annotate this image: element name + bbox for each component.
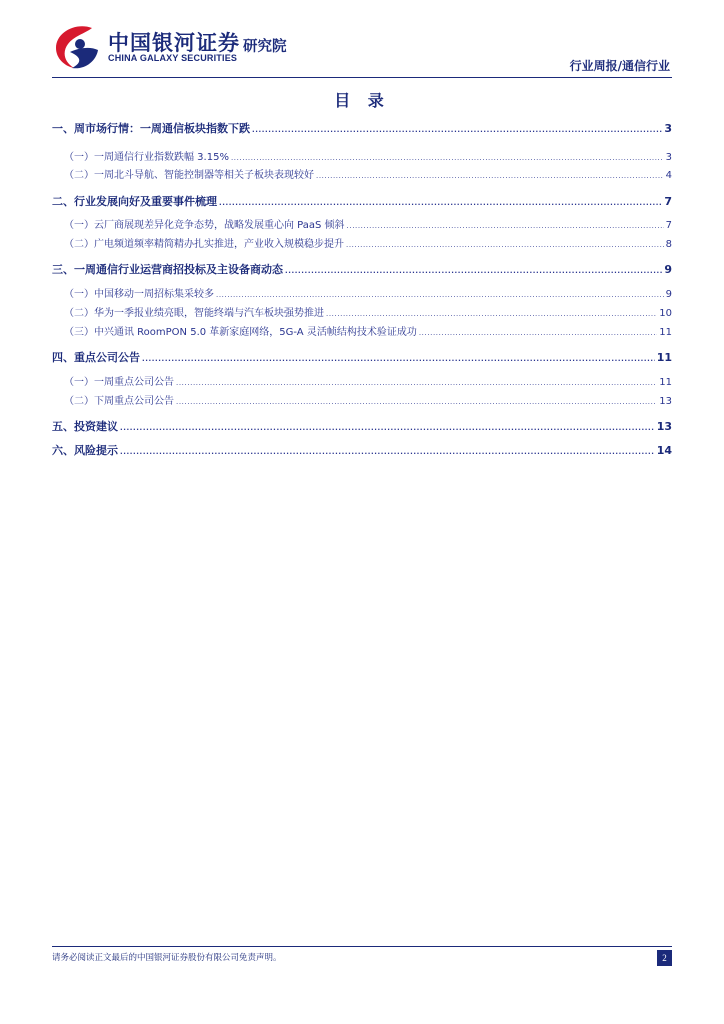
toc-entry-text: （二）一周北斗导航、智能控制器等相关子板块表现较好 bbox=[64, 170, 314, 181]
toc-entry[interactable] bbox=[52, 120, 672, 138]
toc-leader-dots bbox=[142, 355, 655, 363]
toc-leader-dots bbox=[120, 424, 655, 432]
toc-entry-text: （一）一周通信行业指数跌幅 3.15% bbox=[64, 152, 229, 163]
toc-entry[interactable] bbox=[52, 418, 672, 436]
toc-entry-page: 13 bbox=[656, 420, 672, 433]
toc-entry-page: 13 bbox=[659, 396, 672, 407]
header-divider bbox=[52, 77, 672, 78]
toc-entry[interactable] bbox=[52, 148, 672, 166]
toc-entry-text: （二）广电频道频率精简精办扎实推进，产业收入规模稳步提升 bbox=[64, 239, 344, 250]
toc-leader-dots bbox=[346, 241, 664, 249]
toc-entry-page: 11 bbox=[656, 351, 672, 364]
toc-entry[interactable] bbox=[52, 373, 672, 391]
toc-leader-dots bbox=[419, 329, 657, 337]
toc-entry[interactable] bbox=[52, 235, 672, 253]
toc-entry[interactable] bbox=[52, 392, 672, 410]
toc-entry-text: 一、周市场行情：一周通信板块指数下跌 bbox=[52, 122, 250, 135]
toc-entry-text: （三）中兴通讯 RoomPON 5.0 革新家庭网络，5G-A 灵活帧结构技术验证成功 bbox=[64, 327, 417, 338]
footer-disclaimer: 请务必阅读正文最后的中国银河证券股份有限公司免责声明。 bbox=[52, 953, 282, 963]
toc-entry-text: （一）中国移动一周招标集采较多 bbox=[64, 289, 214, 300]
report-type: 行业周报/通信行业 bbox=[569, 59, 670, 73]
toc-leader-dots bbox=[316, 172, 664, 180]
toc-entry-page: 3 bbox=[664, 122, 672, 135]
toc-entry-page: 11 bbox=[659, 377, 672, 388]
institute-label: 研究院 bbox=[243, 39, 287, 55]
toc-entry-text: 二、行业发展向好及重要事件梳理 bbox=[52, 195, 217, 208]
toc-leader-dots bbox=[347, 222, 664, 230]
toc-entry-page: 8 bbox=[665, 239, 672, 250]
toc-entry-page: 9 bbox=[665, 289, 672, 300]
page-number: 2 bbox=[657, 950, 672, 966]
toc-entry[interactable] bbox=[52, 285, 672, 303]
toc-leader-dots bbox=[216, 291, 664, 299]
toc-entry-page: 11 bbox=[659, 327, 672, 338]
toc-entry[interactable] bbox=[52, 166, 672, 184]
toc-entry-text: （二）下周重点公司公告 bbox=[64, 396, 174, 407]
toc-entry-text: 三、一周通信行业运营商招投标及主设备商动态 bbox=[52, 263, 283, 276]
brand-name-en: CHINA GALAXY SECURITIES bbox=[108, 53, 238, 63]
toc-entry[interactable] bbox=[52, 323, 672, 341]
toc-entry-page: 4 bbox=[665, 170, 672, 181]
toc-leader-dots bbox=[120, 448, 655, 456]
toc-entry-text: 五、投资建议 bbox=[52, 420, 118, 433]
toc-leader-dots bbox=[285, 267, 662, 275]
galaxy-logo-icon bbox=[52, 24, 102, 70]
toc-entry-text: （一）一周重点公司公告 bbox=[64, 377, 174, 388]
toc-entry-page: 3 bbox=[665, 152, 672, 163]
toc-entry-text: 四、重点公司公告 bbox=[52, 351, 140, 364]
toc-entry-text: 六、风险提示 bbox=[52, 444, 118, 457]
toc-entry-page: 9 bbox=[664, 263, 672, 276]
toc-entry-page: 14 bbox=[656, 444, 672, 457]
toc-entry[interactable] bbox=[52, 349, 672, 367]
toc-leader-dots bbox=[219, 199, 662, 207]
footer-divider bbox=[52, 946, 672, 947]
toc-leader-dots bbox=[231, 154, 664, 162]
toc-entry[interactable] bbox=[52, 261, 672, 279]
toc-entry[interactable] bbox=[52, 216, 672, 234]
toc-leader-dots bbox=[252, 126, 662, 134]
toc-entry-page: 10 bbox=[659, 308, 672, 319]
toc-entry-page: 7 bbox=[665, 220, 672, 231]
toc-entry-page: 7 bbox=[664, 195, 672, 208]
toc-leader-dots bbox=[176, 379, 657, 387]
toc-leader-dots bbox=[176, 398, 657, 406]
toc-entry[interactable] bbox=[52, 442, 672, 460]
toc-entry[interactable] bbox=[52, 193, 672, 211]
toc-entry[interactable] bbox=[52, 304, 672, 322]
brand-name-cn: 中国银河证券 bbox=[108, 31, 240, 55]
page-header bbox=[0, 0, 724, 82]
toc-entry-text: （一）云厂商展现差异化竞争态势，战略发展重心向 PaaS 倾斜 bbox=[64, 220, 345, 231]
toc-entry-text: （二）华为一季报业绩亮眼，智能终端与汽车板块强势推进 bbox=[64, 308, 324, 319]
toc-title: 目 录 bbox=[334, 91, 390, 110]
toc-leader-dots bbox=[326, 310, 657, 318]
